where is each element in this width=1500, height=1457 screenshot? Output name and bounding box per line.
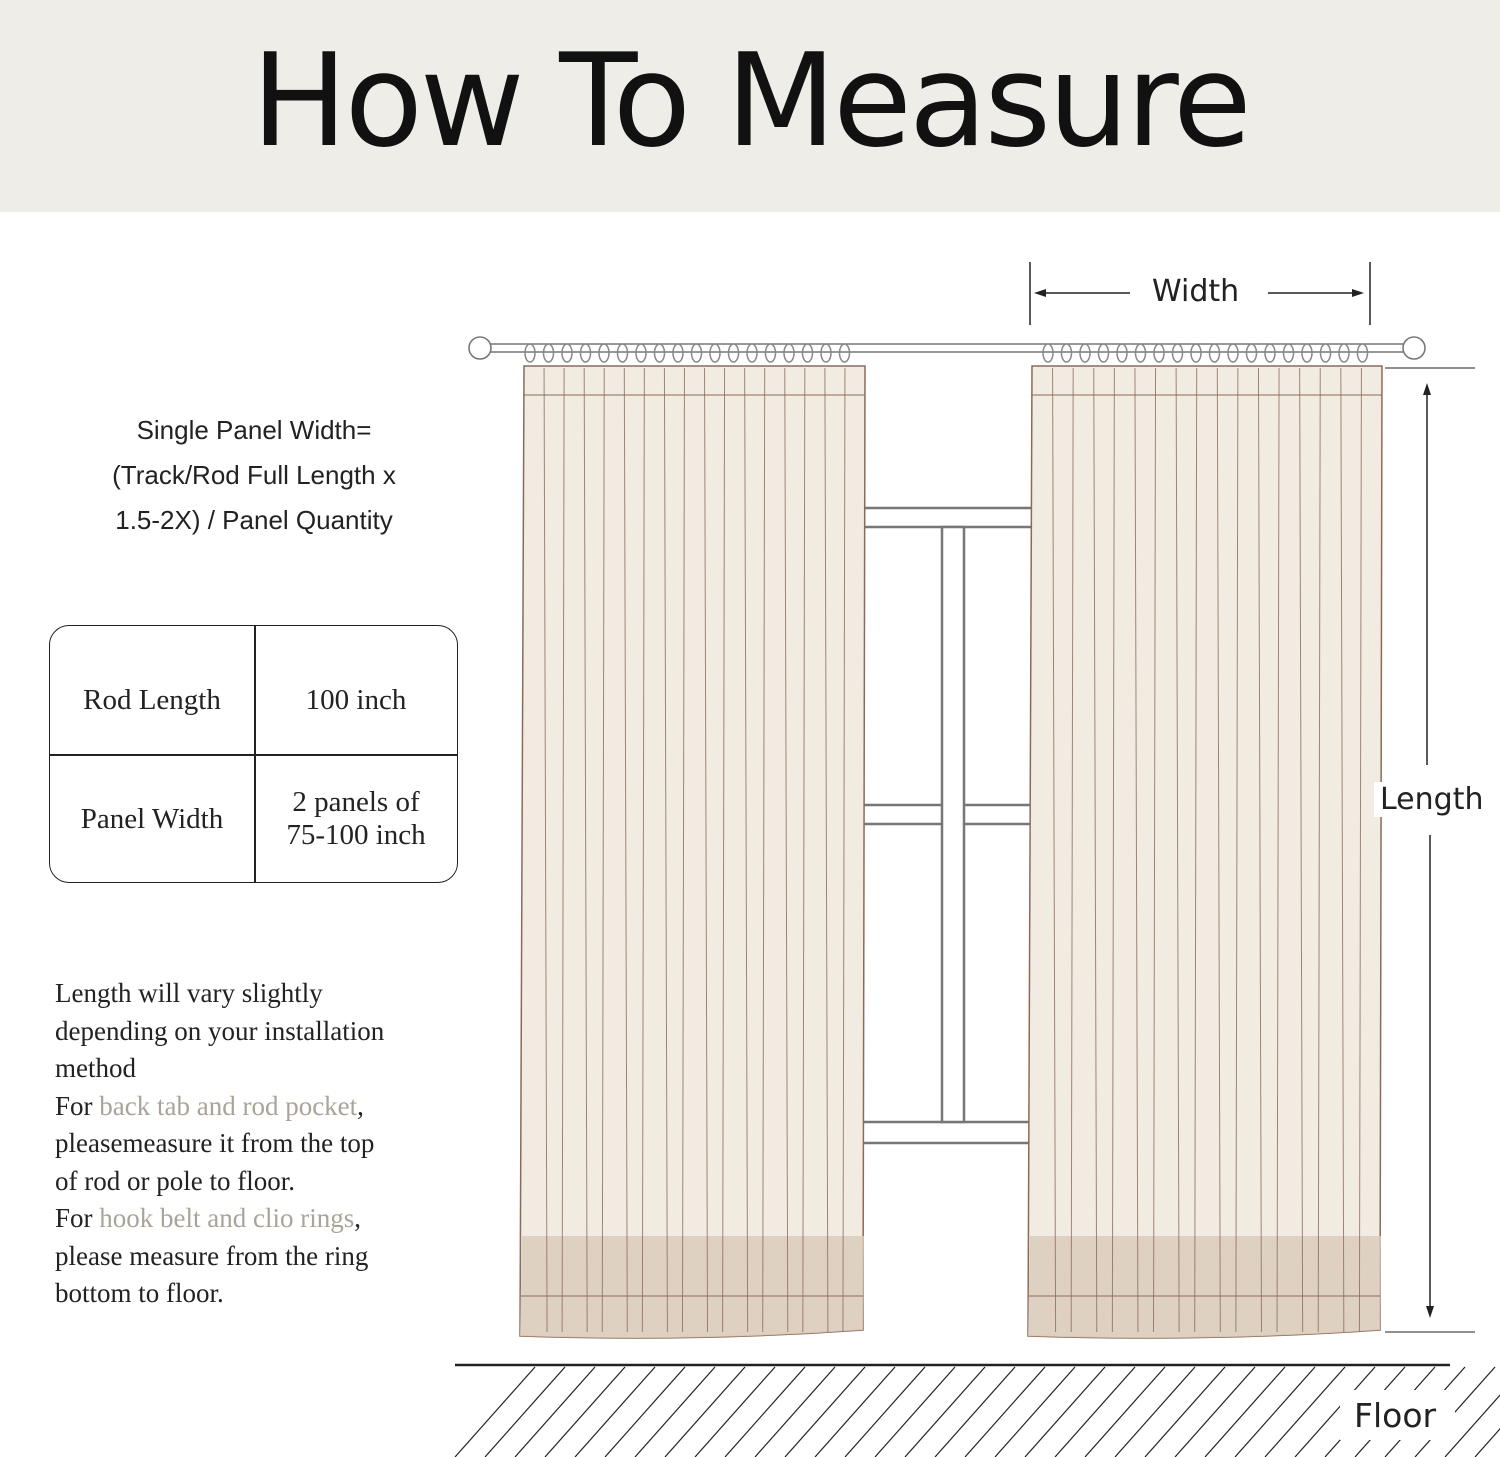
highlight-text: hook belt and clio rings	[99, 1203, 355, 1233]
hatch-line	[785, 1367, 865, 1457]
page-title: How To Measure	[251, 27, 1249, 176]
hatch-line	[605, 1367, 685, 1457]
hatch-line	[995, 1367, 1075, 1457]
hatch-line	[665, 1367, 745, 1457]
note-text: ,	[354, 1203, 361, 1233]
note-line: please measure from the ring	[55, 1240, 369, 1271]
curtain-body	[1028, 366, 1382, 1338]
hatch-line	[815, 1367, 895, 1457]
hatch-line	[575, 1367, 655, 1457]
hatch-line	[1475, 1367, 1500, 1457]
hatch-line	[1235, 1367, 1315, 1457]
rod-finial	[1403, 337, 1425, 359]
note-text: For	[55, 1090, 100, 1121]
rod-length-label: Rod Length	[83, 683, 221, 716]
hatch-line	[935, 1367, 1015, 1457]
note-line: depending on your installation	[55, 1015, 385, 1046]
hatch-line	[515, 1367, 595, 1457]
hatch-line	[965, 1367, 1045, 1457]
left-curtain-panel	[520, 366, 865, 1338]
hatch-line	[1025, 1367, 1105, 1457]
width-label: Width	[1146, 274, 1245, 309]
note-line: pleasemeasure it from the top	[55, 1128, 375, 1158]
length-label: Length	[1374, 782, 1489, 817]
hatch-line	[635, 1367, 715, 1457]
hatch-line	[695, 1367, 775, 1457]
hatch-line	[1085, 1367, 1165, 1457]
curtain-rod	[469, 337, 1425, 359]
rod-finial	[469, 337, 491, 359]
panel-width-label: Panel Width	[80, 802, 224, 835]
hatch-line	[1265, 1367, 1345, 1457]
hatch-line	[725, 1367, 805, 1457]
hatch-line	[845, 1367, 925, 1457]
curtain-body	[520, 366, 865, 1338]
hatch-line	[875, 1367, 955, 1457]
window-frame	[850, 508, 1040, 1143]
hatch-line	[755, 1367, 835, 1457]
hatch-line	[485, 1367, 565, 1457]
rod-length-value: 100 inch	[305, 683, 407, 716]
note-line: Length will vary slightly	[55, 978, 323, 1008]
hatch-line	[905, 1367, 985, 1457]
note-text: For	[55, 1203, 100, 1233]
hatch-line	[1055, 1367, 1135, 1457]
curtain-hem	[520, 1236, 864, 1338]
hatch-line	[545, 1367, 625, 1457]
panel-width-value-line: 75-100 inch	[286, 819, 426, 851]
note-line: method	[55, 1053, 136, 1083]
note-line: of rod or pole to floor.	[55, 1165, 295, 1196]
floor-label: Floor	[1348, 1396, 1442, 1435]
formula-line: (Track/Rod Full Length x	[112, 460, 396, 490]
panel-width-value-line: 2 panels of	[292, 786, 420, 818]
hatch-line	[1115, 1367, 1195, 1457]
hatch-line	[1175, 1367, 1255, 1457]
hatch-line	[1205, 1367, 1285, 1457]
right-curtain-panel	[1028, 366, 1382, 1338]
formula-line: 1.5-2X) / Panel Quantity	[115, 505, 393, 535]
hatch-line	[455, 1367, 535, 1457]
note-text: ,	[357, 1090, 364, 1121]
curtain-hem	[1028, 1236, 1381, 1338]
formula-line: Single Panel Width=	[136, 415, 372, 445]
note-line: bottom to floor.	[55, 1278, 224, 1308]
highlight-text: back tab and rod pocket	[99, 1090, 358, 1121]
hatch-line	[1145, 1367, 1225, 1457]
